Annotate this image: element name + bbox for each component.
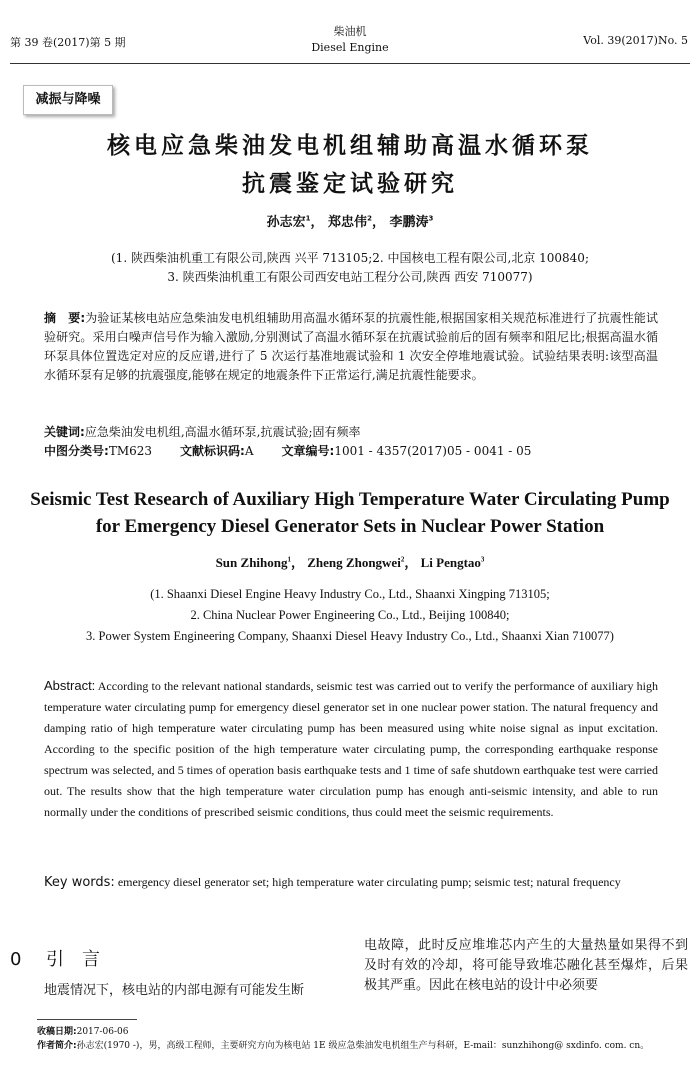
affiliation-line: (1. 陕西柴油机重工有限公司,陕西 兴平 713105;2. 中国核电工程有限公司,北京 100840; [111, 251, 589, 265]
abstract-en-text: According to the relevant national standards, seismic test was carried out to verify the performance of auxiliary high temperature water circulating pump for emergency diesel generator set in one nuclear power station. The natural frequency and damping ratio of high temperature water circulating pump has been measured using white noise signal as input excitation. According to the specific position of the high temperature water circulating pump, the corresponding earthquake response spectrum was selected, and 5 times of operation basis earthquake tests and 1 time of safe shutdown earthquake test were carried out. The results show that the high temperature water circulation pump has enough anti-seismic intensity, and able to run normally under the conditions of prescribed seismic conditions, thus could meet the seismic requirements. [44, 679, 658, 819]
journal-name-cn: 柴油机 [333, 25, 367, 38]
title-en [0, 486, 700, 540]
author-bio [37, 1039, 687, 1053]
abstract-en [44, 675, 658, 823]
author-sup: 3 [428, 214, 434, 223]
received-label: 收稿日期: [37, 1027, 77, 1037]
affiliation-en-line: 3. Power System Engineering Company, Shaanxi Diesel Heavy Industry Co., Ltd., Shaanxi Xian 710077) [86, 629, 614, 643]
classification-line [44, 442, 658, 461]
author-bio-label: 作者简介: [37, 1041, 77, 1051]
abstract-en-label: Abstract: [44, 678, 96, 693]
received-value: 2017-06-06 [76, 1027, 129, 1037]
footnote [37, 1025, 687, 1053]
author-name: 郑忠伟 [328, 215, 368, 230]
doc-code-value: A [244, 444, 254, 458]
keywords-en [44, 872, 658, 893]
authors-cn: 孙志宏$^1$， 郑忠伟$^2$， 李鹏涛$^3$ [266, 214, 434, 230]
received-date [37, 1025, 687, 1039]
doc-code-label: 文献标识码: [180, 444, 245, 458]
affiliations-cn [0, 249, 700, 287]
abstract-cn-label: 摘 要: [44, 311, 86, 325]
abstract-cn-text: 为验证某核电站应急柴油发电机组辅助用高温水循环泵的抗震性能,根据国家相关规范标准进行了抗震性能试验研究。采用白噪声信号作为输入激励,分别测试了高温水循环泵在抗震试验前后的固有频率和阻尼比;根据高温水循环泵具体位置选定对应的反应谱,进行了 5 次运行基准地震试验和 1 次安全停堆地震试验。试验结果表明:该型高温水循环泵有足够的抗震强度,能够在规定的地震条件下正常运行,满足抗震性能要求。 [44, 311, 658, 382]
section-number: 0 [10, 949, 24, 970]
title-cn [0, 127, 700, 203]
page-header [0, 0, 700, 64]
section-title: 引言 [46, 949, 118, 970]
keywords-cn-text: 应急柴油发电机组,高温水循环泵,抗震试验;固有频率 [84, 425, 361, 439]
title-en-line2: for Emergency Diesel Generator Sets in Nuclear Power Station [95, 516, 605, 537]
section-tag: 减振与降噪 [23, 85, 113, 115]
author-name-en: Li Pengtao [420, 555, 481, 570]
keywords-en-label: Key words: [44, 875, 115, 890]
author-bio-text: 孙志宏(1970 -)，男，高级工程师，主要研究方向为核电站 1E 级应急柴油发电机组生产与科研，E-mail：sunzhihong@ sxdinfo. com. cn。 [76, 1041, 650, 1051]
keywords-cn-label: 关键词: [44, 425, 85, 439]
keywords-cn [44, 423, 658, 442]
journal-name-en: Diesel Engine [311, 41, 389, 54]
author-sup: 2 [367, 214, 372, 223]
journal-issue: 第 39 卷(2017)第 5 期 [10, 36, 126, 49]
header-rule [10, 63, 690, 64]
article-number-label: 文章编号: [281, 444, 335, 458]
author-sup: 1 [287, 555, 291, 564]
author-name-en: Zheng Zhongwei [307, 555, 401, 570]
abstract-cn [44, 309, 658, 385]
title-cn-line1: 核电应急柴油发电机组辅助高温水循环泵 [107, 133, 593, 159]
clc-value: TM623 [108, 444, 153, 458]
author-sup: 3 [480, 555, 485, 564]
journal-volume: Vol. 39(2017)No. 5 [583, 34, 688, 47]
clc-label: 中图分类号: [44, 444, 109, 458]
keywords-en-text: emergency diesel generator set; high temperature water circulating pump; seismic test; natural frequency [117, 875, 621, 889]
body-column-right: 电故障，此时反应堆堆芯内产生的大量热量如果得不到及时有效的冷却，将可能导致堆芯融化甚至爆炸，后果极其严重。因此在核电站的设计中必须要 [364, 938, 688, 993]
title-en-line1: Seismic Test Research of Auxiliary High Temperature Water Circulating Pump [30, 489, 670, 510]
title-cn-line2: 抗震鉴定试验研究 [242, 171, 458, 197]
authors-en: Sun Zhihong$^1$， Zheng Zhongwei$^2$， Li Pengtao$^3$ [215, 555, 485, 570]
author-name-en: Sun Zhihong [215, 555, 288, 570]
affiliations-en [0, 584, 700, 647]
footnote-rule [37, 1019, 137, 1020]
article-number-value: 1001 - 4357(2017)05 - 0041 - 05 [334, 444, 532, 458]
author-sup: 1 [305, 214, 311, 223]
author-sup: 2 [400, 555, 405, 564]
section-0-heading [10, 945, 118, 971]
body-column-left: 地震情况下，核电站的内部电源有可能发生断 [44, 983, 305, 998]
author-name: 孙志宏 [266, 215, 306, 230]
author-name: 李鹏涛 [389, 215, 429, 230]
affiliation-en-line: 2. China Nuclear Power Engineering Co., Ltd., Beijing 100840; [190, 608, 510, 622]
affiliation-line: 3. 陕西柴油机重工有限公司西安电站工程分公司,陕西 西安 710077) [167, 270, 533, 284]
affiliation-en-line: (1. Shaanxi Diesel Engine Heavy Industry Co., Ltd., Shaanxi Xingping 713105; [150, 587, 550, 601]
